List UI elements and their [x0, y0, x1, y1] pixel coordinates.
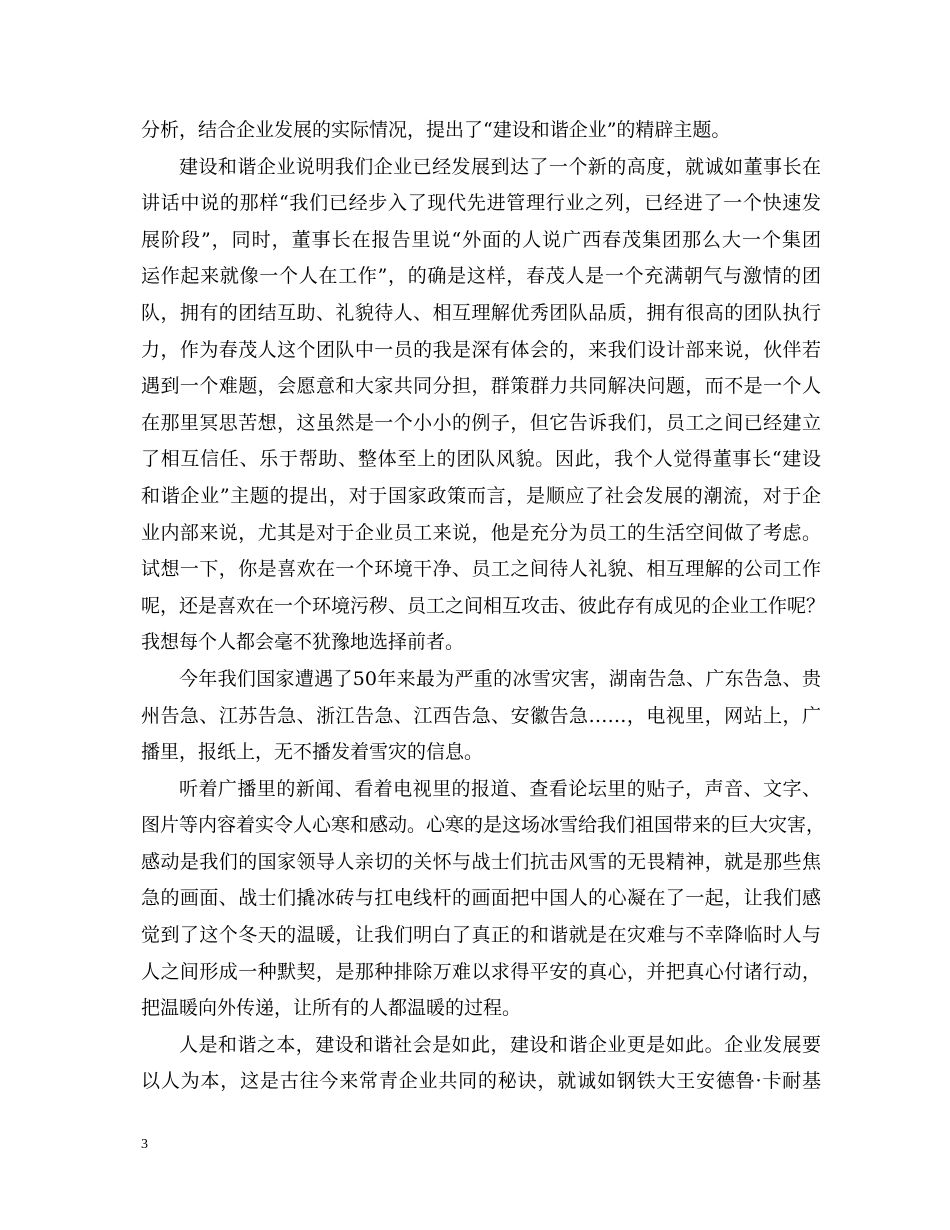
text-line: 图片等内容着实令人心寒和感动。心寒的是这场冰雪给我们祖国带来的巨大灾害，	[141, 814, 826, 837]
text-line: 以人为本，这是古往今来常青企业共同的秘诀，就诚如钢铁大王安德鲁·卡耐基	[141, 1070, 821, 1093]
text-line: 讲话中说的那样“我们已经步入了现代先进管理行业之列，已经进了一个快速发	[141, 192, 821, 215]
text-line: 和谐企业”主题的提出，对于国家政策而言，是顺应了社会发展的潮流，对于企	[141, 484, 821, 507]
text-line: 分析，结合企业发展的实际情况，提出了“建设和谐企业”的精辟主题。	[141, 119, 731, 141]
text-line: 急的画面、战士们撬冰砖与扛电线杆的画面把中国人的心凝在了一起，让我们感	[141, 887, 821, 910]
text-line: 把温暖向外传递，让所有的人都温暖的过程。	[141, 997, 522, 1020]
text-line: 在那里冥思苦想，这虽然是一个小小的例子，但它告诉我们，员工之间已经建立	[141, 411, 821, 434]
text-line: 业内部来说，尤其是对于企业员工来说，他是充分为员工的生活空间做了考虑。	[141, 521, 821, 544]
page-number: 3	[141, 1137, 148, 1152]
text-line: 试想一下，你是喜欢在一个环境干净、员工之间待人礼貌、相互理解的公司工作	[141, 558, 821, 581]
text-line: 州告急、江苏告急、浙江告急、江西告急、安徽告急……，电视里，网站上，广	[141, 704, 821, 727]
paragraph-first-line: 人是和谐之本，建设和谐社会是如此，建设和谐企业更是如此。企业发展要	[179, 1033, 821, 1056]
text-line: 力，作为春茂人这个团队中一员的我是深有体会的，来我们设计部来说，伙伴若	[141, 338, 821, 361]
text-line: 人之间形成一种默契，是那种排除万难以求得平安的真心，并把真心付诸行动，	[141, 960, 821, 983]
text-line: 展阶段”，同时，董事长在报告里说“外面的人说广西春茂集团那么大一个集团	[141, 228, 821, 251]
paragraph-first-line: 建设和谐企业说明我们企业已经发展到达了一个新的高度，就诚如董事长在	[179, 155, 821, 178]
text-line: 运作起来就像一个人在工作”，的确是这样，春茂人是一个充满朝气与激情的团	[141, 265, 821, 288]
text-line: 了相互信任、乐于帮助、整体至上的团队风貌。因此，我个人觉得董事长“建设	[141, 448, 821, 471]
paragraph-first-line: 今年我们国家遭遇了50年来最为严重的冰雪灾害，湖南告急、广东告急、贵	[179, 667, 821, 690]
text-line: 遇到一个难题，会愿意和大家共同分担，群策群力共同解决问题，而不是一个人	[141, 375, 821, 398]
text-line: 我想每个人都会毫不犹豫地选择前者。	[141, 631, 465, 654]
text-line: 呢，还是喜欢在一个环境污秽、员工之间相互攻击、彼此存有成见的企业工作呢？	[141, 594, 826, 617]
text-line: 队，拥有的团结互助、礼貌待人、相互理解优秀团队品质，拥有很高的团队执行	[141, 301, 821, 324]
paragraph-first-line: 听着广播里的新闻、看着电视里的报道、查看论坛里的贴子，声音、文字、	[179, 777, 821, 800]
text-line: 播里，报纸上，无不播发着雪灾的信息。	[141, 741, 484, 764]
text-line: 觉到了这个冬天的温暖，让我们明白了真正的和谐就是在灾难与不幸降临时人与	[141, 924, 821, 947]
document-body	[141, 112, 826, 1100]
text-line: 感动是我们的国家领导人亲切的关怀与战士们抗击风雪的无畏精神，就是那些焦	[141, 850, 821, 873]
